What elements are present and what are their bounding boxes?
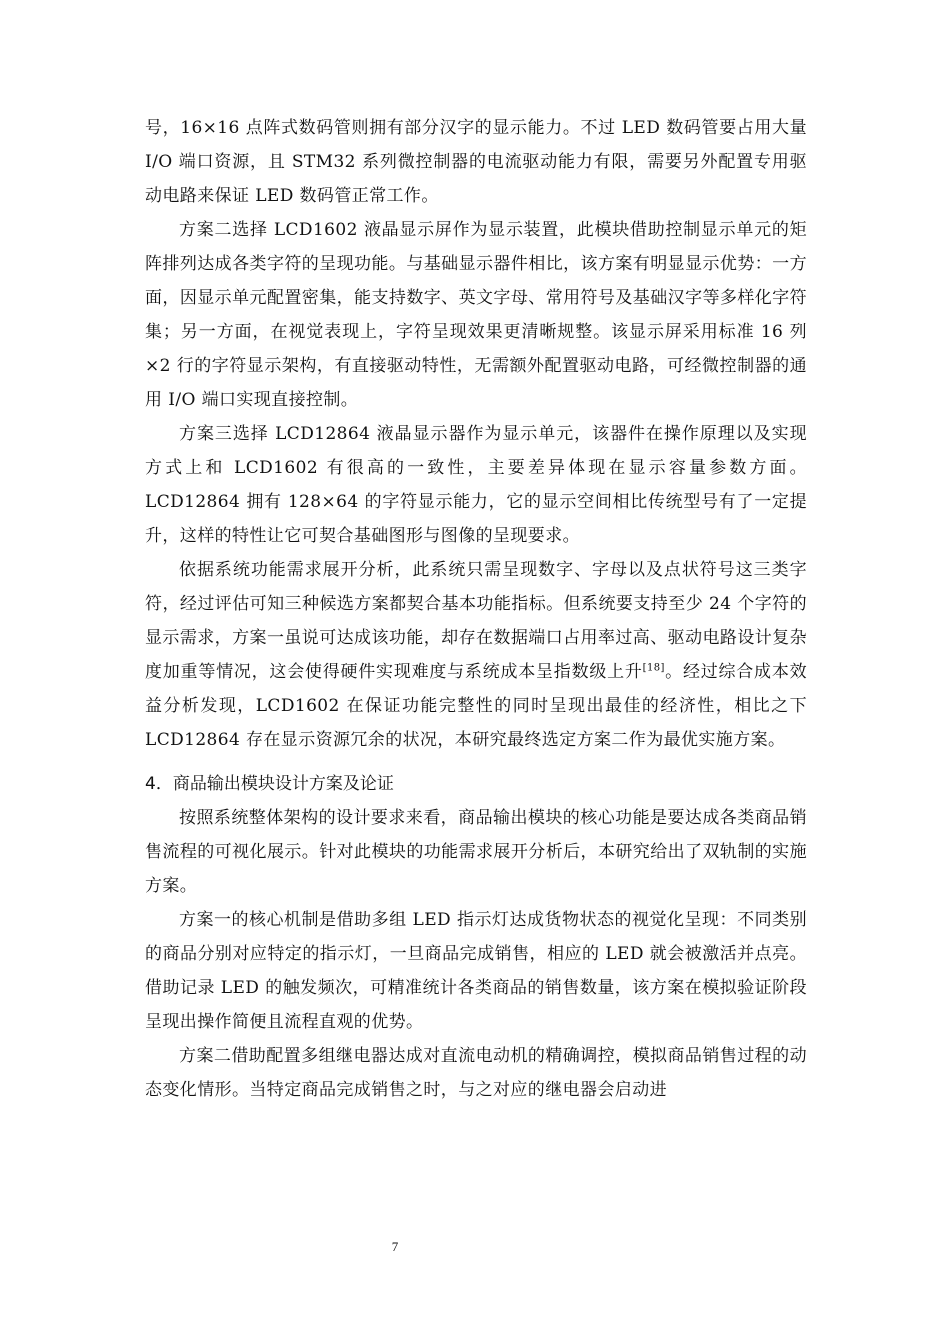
paragraph-analysis bbox=[145, 553, 807, 757]
paragraph-analysis-text-1: 依据系统功能需求展开分析，此系统只需呈现数字、字母以及点状符号这三类字符，经过评估可知三种候选方案都契合基本功能指标。但系统要支持至少 24 个字符的显示需求，方案一虽说可达成该功能，却存在数据端口占用率过高、驱动电路设计复杂度加重等情况，这会使得硬件实现难度与系统成本呈指数级上升 bbox=[145, 560, 807, 682]
paragraph-lcd12864: 方案三选择 LCD12864 液晶显示器作为显示单元，该器件在操作原理以及实现方式上和 LCD1602 有很高的一致性，主要差异体现在显示容量参数方面。LCD12864 拥有 128×64 的字符显示能力，它的显示空间相比传统型号有了一定提升，这样的特性让它可契合基础图形与图像的呈现要求。 bbox=[145, 424, 807, 546]
document-page bbox=[145, 111, 807, 1107]
paragraph-output-intro: 按照系统整体架构的设计要求来看，商品输出模块的核心功能是要达成各类商品销售流程的可视化展示。针对此模块的功能需求展开分析后，本研究给出了双轨制的实施方案。 bbox=[145, 808, 807, 896]
paragraph-continued: 号，16×16 点阵式数码管则拥有部分汉字的显示能力。不过 LED 数码管要占用大量 I/O 端口资源，且 STM32 系列微控制器的电流驱动能力有限，需要另外配置专用驱动电路来保证 LED 数码管正常工作。 bbox=[145, 118, 807, 206]
citation-18: [18] bbox=[642, 662, 665, 674]
paragraph-output-scheme1: 方案一的核心机制是借助多组 LED 指示灯达成货物状态的视觉化呈现：不同类别的商品分别对应特定的指示灯，一旦商品完成销售，相应的 LED 就会被激活并点亮。借助记录 LED 的触发频次，可精准统计各类商品的销售数量，该方案在模拟验证阶段呈现出操作简便且流程直观的优势。 bbox=[145, 910, 807, 1032]
paragraph-analysis-text-2: 。经过综合成本效益分析发现，LCD1602 在保证功能完整性的同时呈现出最佳的经济性，相比之下 LCD12864 存在显示资源冗余的状况，本研究最终选定方案二作为最优实施方案。 bbox=[145, 662, 808, 750]
page-number: 7 bbox=[391, 1239, 399, 1254]
section-heading-output-module: 4．商品输出模块设计方案及论证 bbox=[145, 774, 394, 794]
paragraph-output-scheme2: 方案二借助配置多组继电器达成对直流电动机的精确调控，模拟商品销售过程的动态变化情形。当特定商品完成销售之时，与之对应的继电器会启动进 bbox=[145, 1046, 807, 1100]
paragraph-lcd1602: 方案二选择 LCD1602 液晶显示屏作为显示装置，此模块借助控制显示单元的矩阵排列达成各类字符的呈现功能。与基础显示器件相比，该方案有明显显示优势：一方面，因显示单元配置密集，能支持数字、英文字母、常用符号及基础汉字等多样化字符集；另一方面，在视觉表现上，字符呈现效果更清晰规整。该显示屏采用标准 16 列×2 行的字符显示架构，有直接驱动特性，无需额外配置驱动电路，可经微控制器的通用 I/O 端口实现直接控制。 bbox=[145, 220, 807, 410]
